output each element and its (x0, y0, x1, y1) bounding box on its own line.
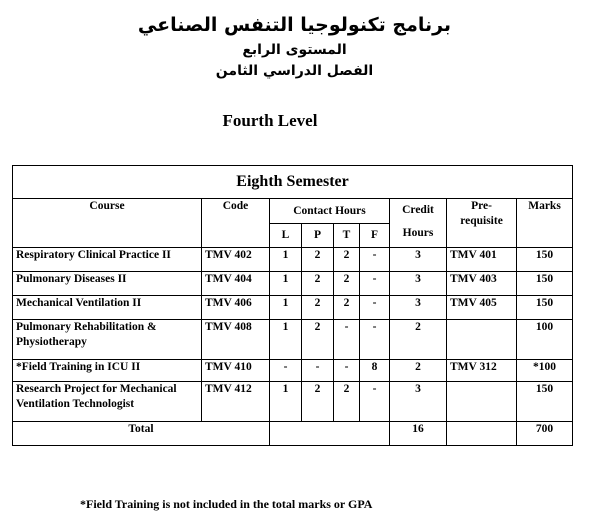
course-code: TMV 404 (202, 272, 270, 296)
course-name: Pulmonary Rehabilitation & Physiotherapy (13, 320, 202, 360)
hours-L: 1 (270, 320, 302, 360)
course-code: TMV 408 (202, 320, 270, 360)
credit-hours: 2 (390, 320, 447, 360)
total-label: Total (13, 422, 270, 446)
header-F: F (360, 224, 390, 248)
header-credit: Credit (402, 204, 434, 216)
hours-T: 2 (334, 382, 360, 422)
marks: 150 (517, 272, 573, 296)
course-name: Respiratory Clinical Practice II (13, 248, 202, 272)
hours-P: 2 (302, 248, 334, 272)
marks: 150 (517, 248, 573, 272)
prerequisite: TMV 401 (447, 248, 517, 272)
hours-L: 1 (270, 296, 302, 320)
course-code: TMV 412 (202, 382, 270, 422)
hours-L: 1 (270, 382, 302, 422)
hours-T: 2 (334, 272, 360, 296)
prerequisite: TMV 405 (447, 296, 517, 320)
semester-title: Eighth Semester (13, 166, 573, 199)
table-row (13, 320, 573, 360)
credit-hours: 3 (390, 272, 447, 296)
course-code: TMV 410 (202, 360, 270, 382)
course-table (12, 165, 573, 446)
hours-T: 2 (334, 248, 360, 272)
hours-F: - (360, 320, 390, 360)
footnote: *Field Training is not included in the total marks or GPA (80, 497, 373, 511)
table-row (13, 272, 573, 296)
table-row (13, 248, 573, 272)
header-P: P (302, 224, 334, 248)
prerequisite (447, 320, 517, 360)
prerequisite: TMV 403 (447, 272, 517, 296)
hours-F: - (360, 272, 390, 296)
program-title-arabic: برنامج تكنولوجيا التنفس الصناعي (137, 14, 452, 36)
total-contact-blank (270, 422, 390, 446)
hours-P: 2 (302, 382, 334, 422)
header-prerequisite: Pre-requisite (447, 199, 517, 248)
header-L: L (270, 224, 302, 248)
semester-title-arabic: الفصل الدراسي الثامن (215, 63, 374, 79)
marks: 150 (517, 382, 573, 422)
credit-hours: 2 (390, 360, 447, 382)
level-title: Fourth Level (222, 111, 318, 130)
course-code: TMV 402 (202, 248, 270, 272)
credit-hours: 3 (390, 296, 447, 320)
hours-P: - (302, 360, 334, 382)
header-credit-hours (390, 199, 447, 248)
hours-L: 1 (270, 248, 302, 272)
hours-L: - (270, 360, 302, 382)
header-T: T (334, 224, 360, 248)
header-code: Code (202, 199, 270, 248)
course-name: Research Project for Mechanical Ventilation Technologist (13, 382, 202, 422)
total-marks: 700 (517, 422, 573, 446)
level-title-arabic: المستوى الرابع (242, 42, 347, 58)
marks: 100 (517, 320, 573, 360)
course-name: Mechanical Ventilation II (13, 296, 202, 320)
course-name: *Field Training in ICU II (13, 360, 202, 382)
hours-T: 2 (334, 296, 360, 320)
header-marks: Marks (517, 199, 573, 248)
total-prereq-blank (447, 422, 517, 446)
table-row (13, 382, 573, 422)
header-course: Course (13, 199, 202, 248)
header-hours: Hours (402, 227, 434, 239)
course-name: Pulmonary Diseases II (13, 272, 202, 296)
hours-F: 8 (360, 360, 390, 382)
course-code: TMV 406 (202, 296, 270, 320)
credit-hours: 3 (390, 382, 447, 422)
hours-P: 2 (302, 296, 334, 320)
total-credit: 16 (390, 422, 447, 446)
hours-F: - (360, 296, 390, 320)
total-row (13, 422, 573, 446)
prerequisite: TMV 312 (447, 360, 517, 382)
hours-T: - (334, 360, 360, 382)
hours-P: 2 (302, 272, 334, 296)
credit-hours: 3 (390, 248, 447, 272)
header-contact-hours: Contact Hours (270, 199, 390, 224)
marks: 150 (517, 296, 573, 320)
table-row (13, 360, 573, 382)
hours-T: - (334, 320, 360, 360)
table-row (13, 296, 573, 320)
prerequisite (447, 382, 517, 422)
hours-P: 2 (302, 320, 334, 360)
hours-F: - (360, 382, 390, 422)
hours-F: - (360, 248, 390, 272)
hours-L: 1 (270, 272, 302, 296)
marks: *100 (517, 360, 573, 382)
